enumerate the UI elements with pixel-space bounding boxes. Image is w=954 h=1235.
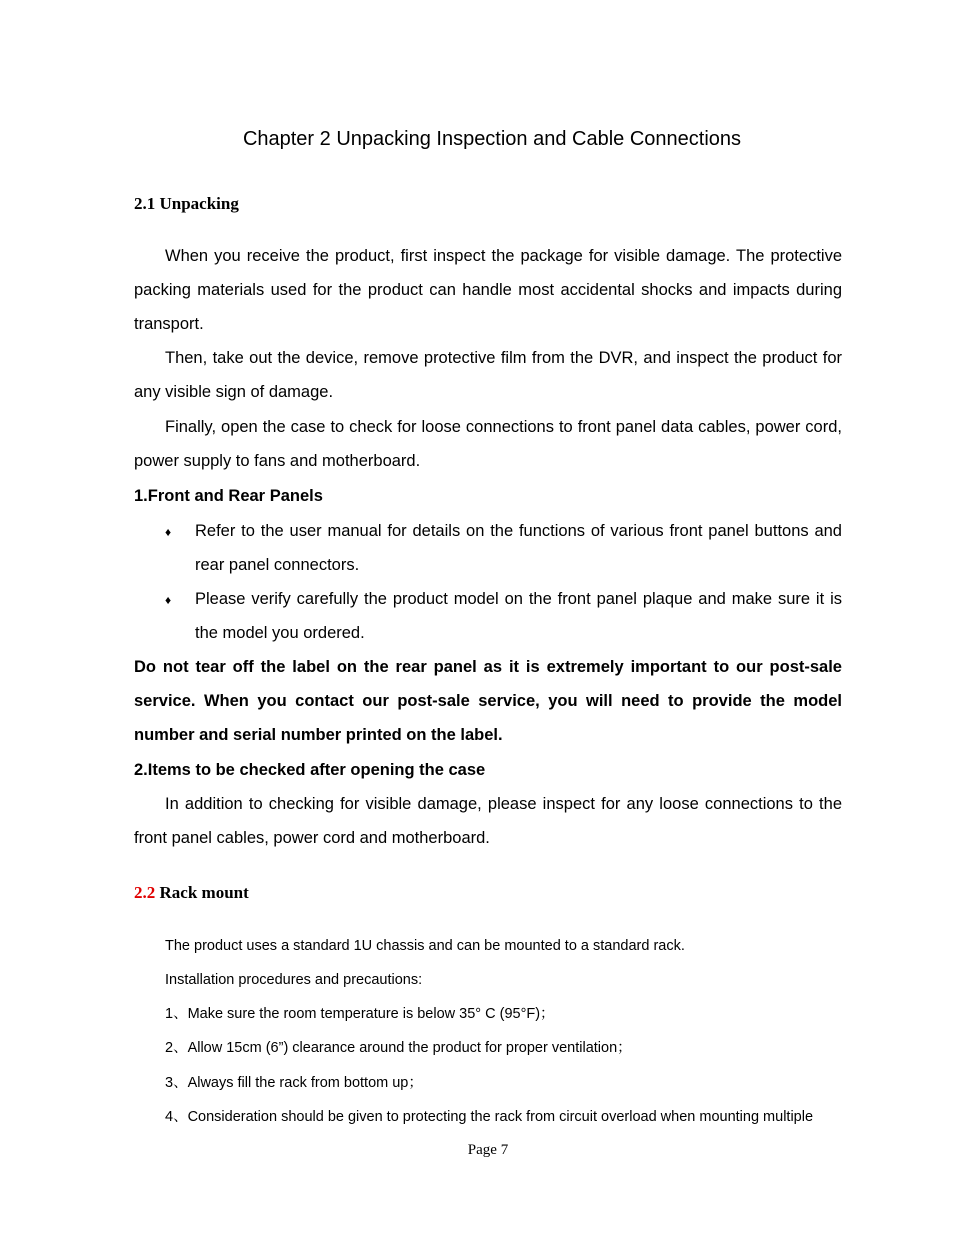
section-number: 2.2: [134, 883, 156, 902]
bullet-text: Refer to the user manual for details on the functions of various front panel buttons and rear panel connectors.: [195, 522, 842, 575]
paragraph-open-case: Finally, open the case to check for loose connections to front panel data cables, power cord, power supply to fans and motherboard.: [134, 418, 842, 471]
rack-intro-line: The product uses a standard 1U chassis and can be mounted to a standard rack.: [165, 938, 685, 954]
section-heading-unpacking: 2.1 Unpacking: [134, 194, 239, 213]
rack-step-item: 4、Consideration should be given to protecting the rack from circuit overload when mounting multiple: [165, 1109, 814, 1125]
section-title: Rack mount: [155, 883, 249, 902]
paragraph-take-out-device: Then, take out the device, remove protective film from the DVR, and inspect the product for any visible sign of damage.: [134, 349, 842, 402]
warning-label-notice: Do not tear off the label on the rear panel as it is extremely important to our post-sale service. When you contact our post-sale service, you will need to provide the model number and serial number printed on the label.: [134, 658, 842, 745]
bullet-item: [165, 514, 842, 582]
diamond-bullet-icon: ♦: [165, 525, 172, 539]
rack-procedures-label: Installation procedures and precautions:: [165, 972, 423, 988]
rack-step-item: 2、Allow 15cm (6”) clearance around the product for proper ventilation；: [165, 1040, 632, 1056]
page-number: Page 7: [467, 1142, 509, 1158]
section-heading-rack-mount: [134, 882, 249, 904]
diamond-bullet-icon: ♦: [165, 593, 172, 607]
paragraph-loose-connections: In addition to checking for visible damage, please inspect for any loose connections to the front panel cables, power cord and motherboard.: [134, 795, 842, 848]
rack-step-item: 1、Make sure the room temperature is below 35° C (95°F)；: [165, 1006, 555, 1022]
rack-step-item: 3、Always fill the rack from bottom up；: [165, 1075, 423, 1091]
subheading-front-rear-panels: 1.Front and Rear Panels: [134, 487, 323, 505]
chapter-title: Chapter 2 Unpacking Inspection and Cable Connections: [242, 128, 742, 150]
bullet-item: [165, 582, 842, 650]
paragraph-inspect-package: When you receive the product, first inspect the package for visible damage. The protective packing materials used for the product can handle most accidental shocks and impacts during transport.: [134, 247, 842, 334]
bullet-text: Please verify carefully the product model on the front panel plaque and make sure it is the model you ordered.: [195, 590, 842, 643]
subheading-items-to-check: 2.Items to be checked after opening the case: [134, 761, 486, 779]
